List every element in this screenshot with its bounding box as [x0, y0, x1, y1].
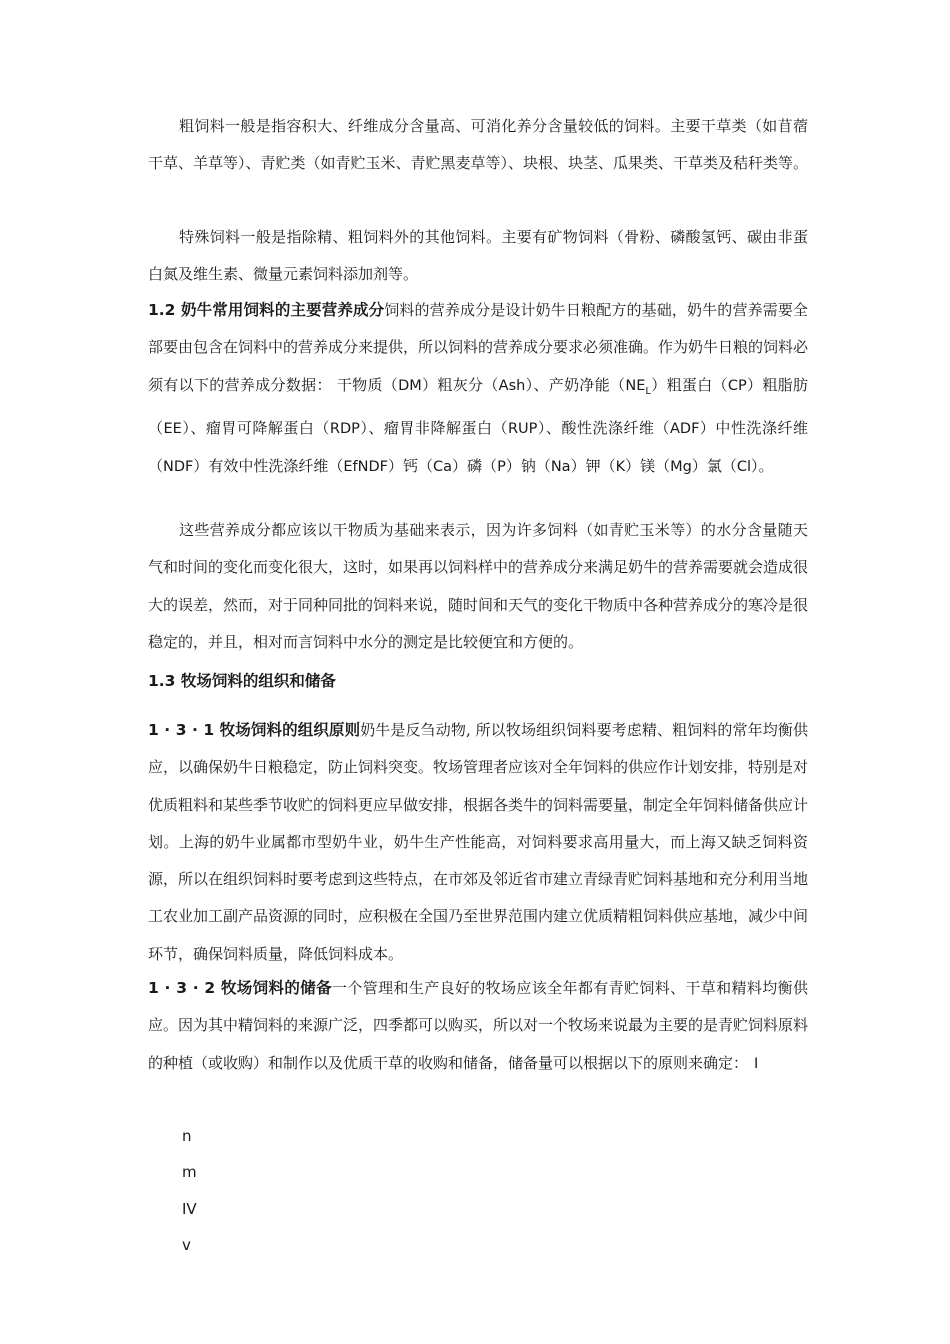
section-1-2: [148, 292, 808, 486]
text-sep: ）有效中性洗涤纤维（: [193, 457, 344, 476]
section-1-2-heading: 1.2 奶牛常用饲料的主要营养成分: [148, 301, 385, 319]
section-1-2-intro: 饲料的营养成分是设计奶牛日粮配方的基础，奶牛的营养需要全部要由包含在饲料中的营养成分来提供，所以饲料的营养成分要求必须准确。作为奶牛日粮的饲料必须有以下的营养成分数据： 干物质（: [148, 301, 809, 394]
list-item: n: [182, 1127, 192, 1145]
nutrient-dm: DM: [398, 377, 422, 394]
paragraph-roughage: [148, 108, 808, 183]
list-item: IV: [182, 1200, 197, 1218]
nutrient-ee: EE: [163, 420, 182, 437]
dry-matter-text: 这些营养成分都应该以干物质为基础来表示，因为许多饲料（如青贮玉米等）的水分含量随天气和时间的变化而变化很大，这时，如果再以饲料样中的营养成分来满足奶牛的营养需要就会造成很大的误差，然而，对于同种同批的饲料来说，随时间和天气的变化干物质中各种营养成分的寒冷是很稳定的，并且，相对而言饲料中水分的测定是比较便宜和方便的。: [148, 521, 809, 651]
nutrient-k: K: [615, 459, 626, 476]
paragraph-dry-matter: [148, 512, 808, 661]
text-sep: ）、酸性洗涤纤维（: [537, 418, 670, 437]
nutrient-mg: Mg: [670, 459, 692, 476]
section-1-3-1: [148, 712, 808, 973]
nutrient-rup: RUP: [507, 420, 538, 437]
roughage-text: 粗饲料一般是指容积大、纤维成分含量高、可消化养分含量较低的饲料。主要干草类（如苜蓿干草、羊草等）、青贮类（如青贮玉米、青贮黑麦草等）、块根、块茎、瓜果类、干草类及秸秆类等。: [148, 117, 809, 173]
text-sep: ）氯（: [691, 457, 737, 476]
nutrient-na: Na: [550, 459, 571, 476]
nutrient-ca: Ca: [433, 459, 453, 476]
special-feed-text: 特殊饲料一般是指除精、粗饲料外的其他饲料。主要有矿物饲料（骨粉、磷酸氢钙、碳由非蛋白氮及维生素、微量元素饲料添加剂等。: [148, 228, 808, 284]
list-item: m: [182, 1163, 197, 1181]
nutrient-rdp: RDP: [329, 420, 360, 437]
nutrient-cl: Cl: [736, 459, 751, 476]
nutrient-nel: [625, 377, 651, 397]
text-sep: ）钠（: [505, 457, 551, 476]
section-1-3-1-paragraph: [148, 712, 808, 973]
text-sep: ）钾（: [570, 457, 616, 476]
section-1-3-heading: 1.3 牧场饲料的组织和储备: [148, 672, 336, 690]
section-1-3-2-tail: I: [754, 1055, 759, 1072]
section-1-3-2-heading: 1 · 3 · 2 牧场饲料的储备: [148, 979, 333, 997]
nutrient-ndf: NDF: [163, 459, 194, 476]
list-item: v: [182, 1236, 191, 1254]
section-1-3-1-body: 奶牛是反刍动物, 所以牧场组织饲料要考虑精、粗饲料的常年均衡供应，以确保奶牛日粮稳定，防止饲料突变。牧场管理者应该对全年饲料的供应作计划安排，特别是对优质粗料和某些季节收贮的饲料更应早做安排，根据各类牛的饲料需要量，制定全年饲料储备供应计划。上海的奶牛业属都市型奶牛业，奶牛生产性能高，对饲料要求高用量大，而上海又缺乏饲料资源，所以在组织饲料时要考虑到这些特点，在市郊及邻近省市建立青绿青贮饲料基地和充分利用当地工农业加工副产品资源的同时，应积极在全国乃至世界范围内建立优质精粗饲料供应基地，减少中间环节，确保饲料质量，降低饲料成本。: [148, 721, 809, 963]
nutrient-efndf: EfNDF: [343, 459, 389, 476]
text-sep: ）粗脂肪（: [148, 375, 808, 437]
nutrient-cp: CP: [727, 377, 747, 394]
section-1-3-2-paragraph: [148, 970, 808, 1083]
text-sep: ）钙（: [388, 457, 434, 476]
text-sep: ）磷（: [452, 457, 498, 476]
nutrient-ash: Ash: [498, 377, 526, 394]
section-1-2-paragraph: [148, 292, 808, 486]
nutrient-p: P: [497, 459, 506, 476]
nel-main: NE: [625, 377, 646, 394]
section-1-3-2: [148, 970, 808, 1083]
text-sep: ）。: [751, 457, 774, 476]
paragraph-special-feed: [148, 219, 808, 294]
text-sep: ）、瘤胃非降解蛋白（: [359, 418, 508, 437]
nutrient-adf: ADF: [669, 420, 700, 437]
text-sep: ）中性洗涤纤维（: [148, 418, 808, 476]
nel-subscript: L: [645, 385, 651, 397]
text-sep: ）镁（: [625, 457, 671, 476]
text-sep: ）粗灰分（: [421, 375, 499, 394]
text-sep: ）、瘤胃可降解蛋白（: [181, 418, 330, 437]
text-sep: ）、产奶净能（: [525, 375, 626, 394]
text-sep: ）粗蛋白（: [650, 375, 728, 394]
section-1-3-1-heading: 1 · 3 · 1 牧场饲料的组织原则: [148, 721, 361, 739]
section-1-3-2-body: 一个管理和生产良好的牧场应该全年都有青贮饲料、干草和精料均衡供应。因为其中精饲料的来源广泛，四季都可以购买，所以对一个牧场来说最为主要的是青贮饲料原料的种植（或收购）和制作以及优质干草的收购和储备，储备量可以根据以下的原则来确定：: [148, 979, 809, 1072]
